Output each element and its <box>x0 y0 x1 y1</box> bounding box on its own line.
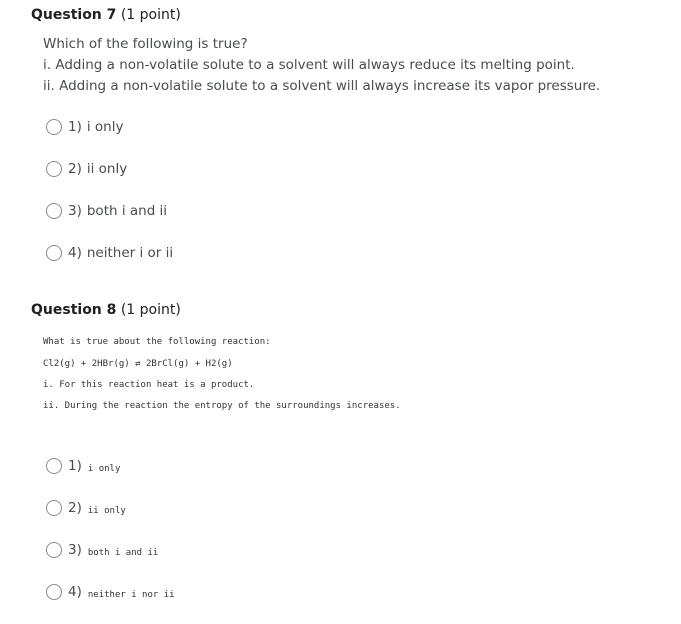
radio-button[interactable] <box>46 584 62 600</box>
option-label: both i and ii <box>87 548 159 558</box>
question-7-title: Question 7 <box>31 7 117 23</box>
question-8-reaction: Cl2(g) + 2HBr(g) ⇄ 2BrCl(g) + H2(g) <box>43 359 233 369</box>
question-7-points: (1 point) <box>120 7 181 23</box>
question-8-title: Question 8 <box>31 302 117 318</box>
option-number: 4) <box>68 245 82 261</box>
option-label: i only <box>86 119 124 135</box>
question-8-statement-ii: ii. During the reaction the entropy of the surroundings increases. <box>43 401 401 411</box>
question-8-option-3[interactable] <box>46 540 158 560</box>
radio-button[interactable] <box>46 203 62 219</box>
question-7-stem <box>43 34 600 97</box>
question-8-option-4[interactable] <box>46 582 175 602</box>
question-8-header <box>31 302 181 318</box>
radio-button[interactable] <box>46 542 62 558</box>
option-label: ii only <box>87 506 126 516</box>
option-label: both i and ii <box>86 203 168 219</box>
question-7-option-3[interactable] <box>46 201 167 221</box>
option-label: ii only <box>86 161 128 177</box>
question-7-option-1[interactable] <box>46 117 123 137</box>
option-number: 1) <box>68 458 82 474</box>
option-label: i only <box>87 464 121 474</box>
question-8-statement-i: i. For this reaction heat is a product. <box>43 380 255 390</box>
question-8-option-1[interactable] <box>46 456 120 476</box>
radio-button[interactable] <box>46 458 62 474</box>
option-label: neither i nor ii <box>87 590 175 600</box>
question-7-statement-ii: ii. Adding a non-volatile solute to a solvent will always increase its vapor pressure. <box>43 78 601 94</box>
question-7-option-4[interactable] <box>46 243 173 263</box>
question-7-prompt: Which of the following is true? <box>43 36 248 52</box>
radio-button[interactable] <box>46 245 62 261</box>
option-number: 2) <box>68 500 82 516</box>
question-8-option-2[interactable] <box>46 498 126 518</box>
question-8-prompt: What is true about the following reaction: <box>43 337 271 347</box>
option-label: neither i or ii <box>86 245 174 261</box>
option-number: 3) <box>68 542 82 558</box>
option-number: 1) <box>68 119 82 135</box>
radio-button[interactable] <box>46 500 62 516</box>
question-7-statement-i: i. Adding a non-volatile solute to a solvent will always reduce its melting point. <box>43 57 575 73</box>
question-7-header <box>31 7 181 23</box>
option-number: 4) <box>68 584 82 600</box>
radio-button[interactable] <box>46 119 62 135</box>
question-7-option-2[interactable] <box>46 159 127 179</box>
option-number: 2) <box>68 161 82 177</box>
radio-button[interactable] <box>46 161 62 177</box>
question-8-points: (1 point) <box>120 302 181 318</box>
option-number: 3) <box>68 203 82 219</box>
